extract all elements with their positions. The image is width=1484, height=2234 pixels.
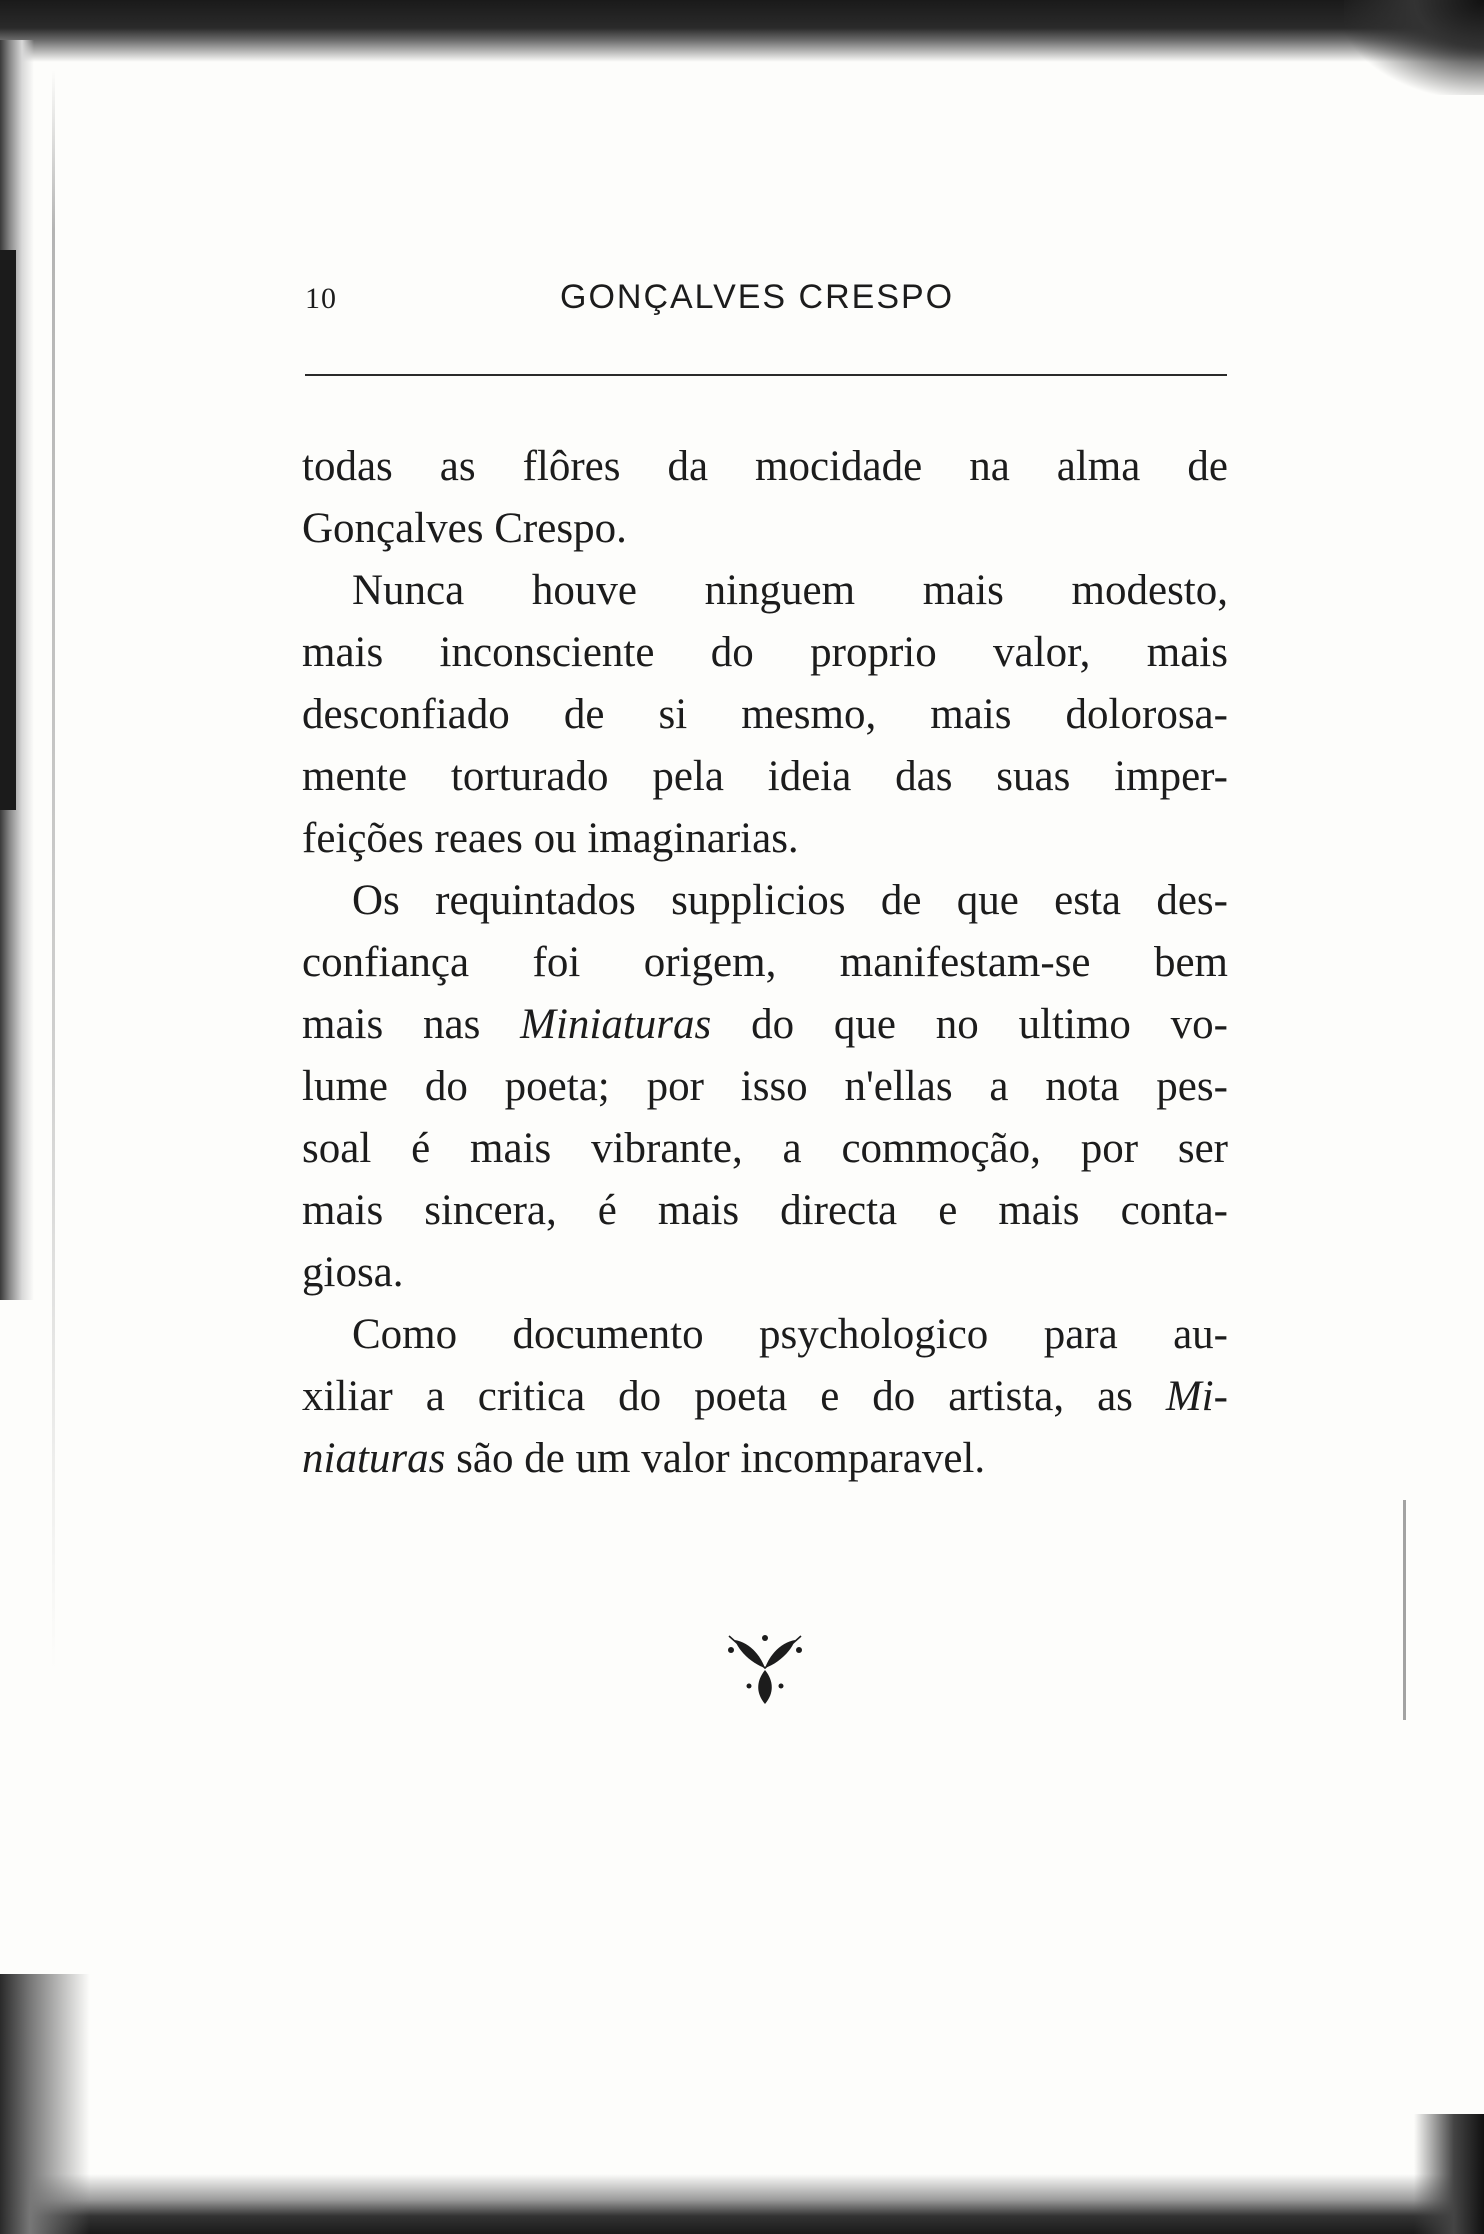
text-line — [302, 808, 1228, 870]
word: para — [1043, 1311, 1118, 1358]
word: pes- — [1156, 1063, 1228, 1110]
text-line — [302, 560, 1228, 622]
word: imaginarias. — [587, 815, 799, 862]
word: mais — [302, 1001, 384, 1048]
running-head — [305, 278, 1227, 328]
word: dolorosa- — [1065, 691, 1228, 738]
word: do — [710, 629, 754, 676]
word: das — [895, 753, 953, 800]
word: a — [782, 1125, 802, 1172]
word: vo- — [1170, 1001, 1228, 1048]
word: as — [439, 443, 476, 490]
word: nota — [1045, 1063, 1120, 1110]
word: directa — [780, 1187, 898, 1234]
word: alma — [1056, 443, 1141, 490]
text-line — [302, 1056, 1228, 1118]
text-line — [302, 746, 1228, 808]
word: do — [872, 1373, 916, 1420]
scan-corner-bottom-right — [1414, 2114, 1484, 2234]
word: giosa. — [302, 1249, 404, 1296]
scan-edge-bottom — [0, 2174, 1484, 2234]
scan-edge-left-shadow — [0, 250, 16, 810]
word: imper- — [1114, 753, 1228, 800]
word: mocidade — [755, 443, 923, 490]
word: Nunca — [352, 567, 465, 614]
word: mesmo, — [741, 691, 877, 738]
word: xiliar — [302, 1373, 393, 1420]
word: Os — [352, 877, 400, 924]
body-text — [302, 436, 1228, 1490]
word: Miniaturas — [520, 1001, 712, 1048]
word: esta — [1054, 877, 1122, 924]
word: ou — [533, 815, 577, 862]
word: sincera, — [424, 1187, 557, 1234]
text-line — [302, 870, 1228, 932]
word: valor, — [993, 629, 1091, 676]
word: manifestam-se — [839, 939, 1091, 986]
word: si — [658, 691, 688, 738]
word: a — [425, 1373, 445, 1420]
text-line — [302, 1242, 1228, 1304]
word: reaes — [434, 815, 523, 862]
word: mente — [302, 753, 408, 800]
word: desconfiado — [302, 691, 510, 738]
word: as — [1097, 1373, 1133, 1420]
scan-corner-top-right — [1344, 0, 1484, 95]
word: da — [667, 443, 709, 490]
word: de — [1187, 443, 1228, 490]
word: documento — [512, 1311, 704, 1358]
word: de — [563, 691, 605, 738]
word: mais — [930, 691, 1012, 738]
word: ser — [1177, 1125, 1228, 1172]
word: suas — [996, 753, 1071, 800]
word: au- — [1173, 1311, 1228, 1358]
word: nas — [423, 1001, 481, 1048]
text-line — [302, 1366, 1228, 1428]
word: vibrante, — [591, 1125, 743, 1172]
word: conta- — [1120, 1187, 1228, 1234]
word: incomparavel. — [740, 1435, 986, 1482]
text-line — [302, 622, 1228, 684]
word: que — [956, 877, 1019, 924]
word: poeta — [694, 1373, 788, 1420]
word: de — [524, 1435, 565, 1482]
text-line — [302, 684, 1228, 746]
word: mais — [1146, 629, 1228, 676]
word: por — [1080, 1125, 1139, 1172]
word: supplicios — [671, 877, 846, 924]
word: modesto, — [1071, 567, 1228, 614]
fleuron-icon — [725, 1630, 805, 1710]
header-rule — [305, 374, 1227, 376]
word: ultimo — [1018, 1001, 1131, 1048]
word: do — [751, 1001, 795, 1048]
running-title: GONÇALVES CRESPO — [560, 278, 955, 316]
scan-corner-bottom-left — [0, 1974, 90, 2234]
word: mais — [657, 1187, 740, 1234]
word: des- — [1156, 877, 1228, 924]
word: do — [618, 1373, 662, 1420]
word: flôres — [522, 443, 621, 490]
word: por — [646, 1063, 704, 1110]
word: Crespo. — [494, 505, 627, 552]
word: bem — [1153, 939, 1228, 986]
text-line — [302, 932, 1228, 994]
word: mais — [470, 1125, 552, 1172]
word: a — [989, 1063, 1009, 1110]
word: e — [938, 1187, 958, 1234]
book-spine-shadow — [52, 70, 55, 1670]
word: pela — [652, 753, 724, 800]
word: que — [833, 1001, 896, 1048]
word: Gonçalves — [302, 505, 484, 552]
word: todas — [302, 443, 393, 490]
word: no — [935, 1001, 979, 1048]
word: feições — [302, 815, 424, 862]
text-line — [302, 1304, 1228, 1366]
word: psychologico — [759, 1311, 989, 1358]
word: valor — [641, 1435, 730, 1482]
word: foi — [532, 939, 581, 986]
word: lume — [302, 1063, 388, 1110]
word: critica — [477, 1373, 586, 1420]
word: niaturas — [302, 1435, 446, 1482]
text-line — [302, 1118, 1228, 1180]
text-line — [302, 1428, 1228, 1490]
word: mais — [998, 1187, 1080, 1234]
word: mais — [922, 567, 1004, 614]
word: e — [820, 1373, 840, 1420]
word: Mi- — [1165, 1373, 1228, 1420]
word: houve — [531, 567, 637, 614]
word: requintados — [435, 877, 636, 924]
word: torturado — [450, 753, 609, 800]
word: origem, — [643, 939, 777, 986]
scan-edge-top — [0, 0, 1484, 62]
word: são — [456, 1435, 514, 1482]
word: ninguem — [704, 567, 856, 614]
word: é — [597, 1187, 617, 1234]
word: poeta; — [504, 1063, 610, 1110]
word: na — [969, 443, 1010, 490]
word: mais — [302, 629, 384, 676]
text-line — [302, 1180, 1228, 1242]
word: artista, — [948, 1373, 1065, 1420]
word: é — [411, 1125, 431, 1172]
word: de — [880, 877, 922, 924]
word: isso — [740, 1063, 808, 1110]
text-line — [302, 498, 1228, 560]
word: commoção, — [841, 1125, 1041, 1172]
word: n'ellas — [844, 1063, 953, 1110]
word: confiança — [302, 939, 470, 986]
page-number: 10 — [305, 282, 337, 315]
word: do — [424, 1063, 468, 1110]
word: mais — [302, 1187, 384, 1234]
word: soal — [302, 1125, 372, 1172]
text-line — [302, 994, 1228, 1056]
text-line — [302, 436, 1228, 498]
word: ideia — [767, 753, 852, 800]
word: um — [575, 1435, 631, 1482]
word: inconsciente — [439, 629, 655, 676]
word: proprio — [810, 629, 937, 676]
word: Como — [352, 1311, 458, 1358]
scan-mark-right — [1403, 1500, 1406, 1720]
